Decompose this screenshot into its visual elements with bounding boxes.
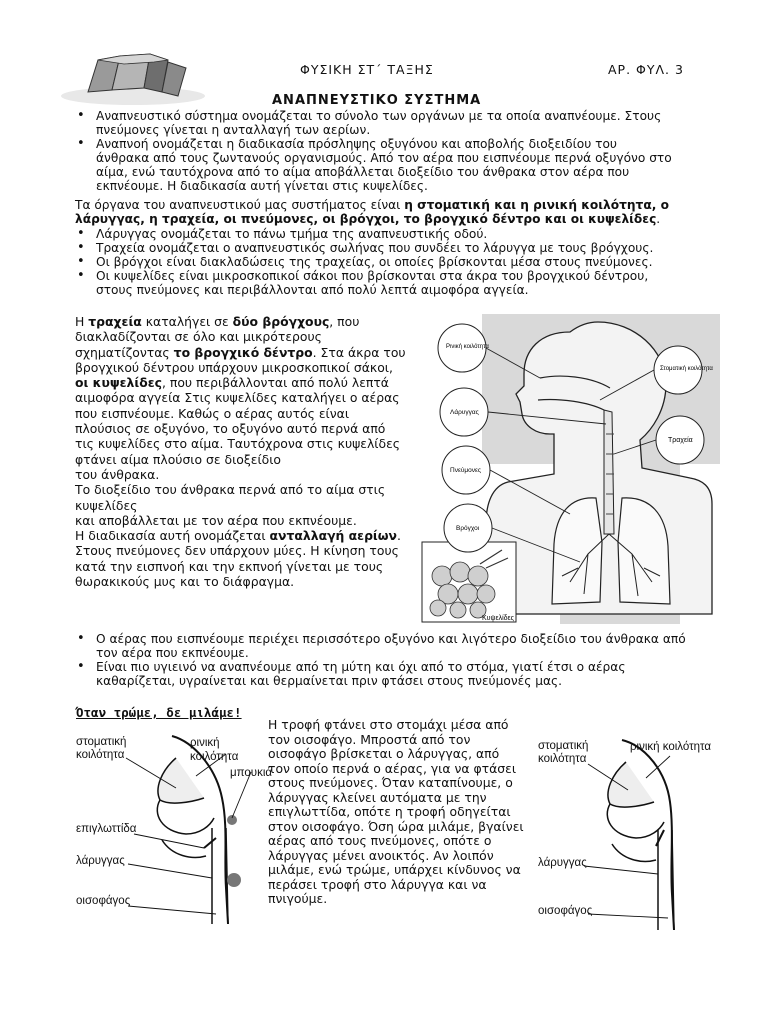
eating-text: Η τροφή φτάνει στο στομάχι μέσα από τον οισοφάγο. Μπροστά από τον οισοφάγο βρίσκεται ο λάρυγγας, από τον οποίο περνά ο αέρας, για να φτάσει στους πνεύμονες. Όταν καταπίνουμε, ο λάρυγγας κλείνει αυτόματα με την επιγλωττίδα, οπότε η τροφή οδηγείται στον οισοφάγο. Όση ώρα μιλάμε, βγαίνει αέρας από τους πνεύμονες, οπότε ο λάρυγγας μένει ανοικτός. Αν λοιπόν μιλάμε, ενώ τρώμε, υπάρχει κίνδυνος να περάσει τροφή στο λάρυγγα και να πνιγούμε.: [268, 717, 524, 906]
list-item: • Αναπνευστικό σύστημα ονομάζεται το σύνολο των οργάνων με τα οποία αναπνέουμε. Στους πνεύμονες γίνεται η ανταλλαγή των αερίων.: [74, 109, 674, 137]
esophagus-label: οισοφάγος: [76, 895, 131, 907]
esophagus-label: οισοφάγος: [538, 905, 593, 917]
list-item: • Οι βρόγχοι είναι διακλαδώσεις της τραχείας, οι οποίες βρίσκονται μέσα στους πνεύμονες.: [74, 255, 674, 269]
subject-header: ΦΥΣΙΚΗ ΣΤ΄ ΤΑΞΗΣ: [300, 62, 434, 77]
organs-paragraph: Τα όργανα του αναπνευστικού μας συστήματος είναι η στοματική και η ρινική κοιλότητα, ο λάρυγγας, η τραχεία, οι πνεύμονες, οι βρόγχοι, το βρογχικό δέντρο και οι κυψελίδες.: [75, 198, 669, 226]
larynx-label: λάρυγγας: [538, 857, 587, 869]
epiglottis-label: επιγλωττίδα: [76, 823, 137, 835]
nasal-cavity-label: ρινική κοιλότητα: [190, 737, 239, 763]
eating-heading: Όταν τρώμε, δε μιλάμε!: [76, 705, 242, 720]
nasal-cavity-label: ρινική κοιλότητα: [630, 741, 712, 753]
oral-cavity-label: στοματική κοιλότητα: [76, 736, 127, 761]
sheet-number: ΑΡ. ΦΥΛ. 3: [608, 62, 684, 77]
swallowing-figure: [76, 728, 273, 924]
list-item: • Λάρυγγας ονομάζεται το πάνω τμήμα της αναπνευστικής οδού.: [74, 227, 674, 241]
oral-cavity-label: στοματική κοιλότητα: [538, 740, 589, 765]
intro-list: [74, 109, 674, 193]
larynx-label: Λάρυγγας: [450, 409, 479, 416]
alveoli-label: Κυψελίδες: [482, 615, 515, 622]
gas-exchange-text: Η τραχεία καταλήγει σε δύο βρόγχους, που διακλαδίζονται σε όλο και μικρότερους σχηματίζοντας το βρογχικό δέντρο. Στα άκρα του βρογχικού δέντρου υπάρχουν μικροσκοπικοί σάκοι, οι κυψελίδες, που περιβάλλονται από πολύ λεπτά αιμοφόρα αγγεία Στις κυψελίδες καταλήγει ο αέρας που εισπνέουμε. Καθώς ο αέρας αυτός είναι πλούσιος σε οξυγόνο, το οξυγόνο αυτό περνά από τις κυψελίδες στο αίμα. Ταυτόχρονα στις κυψελίδες φτάνει αίμα πλούσιο σε διοξείδιο του άνθρακα. Το διοξείδιο του άνθρακα περνά από το αίμα στις κυψελίδες και αποβάλλεται με τον αέρα που εκπνέουμε. Η διαδικασία αυτή ονομάζεται ανταλλαγή αερίων. Στους πνεύμονες δεν υπάρχουν μύες. Η κίνηση τους κατά την εισπνοή και την εκπνοή γίνεται με τους θωρακικούς μυς και το διάφραγμα.: [75, 314, 406, 590]
page-title: ΑΝΑΠΝΕΥΣΤΙΚΟ ΣΥΣΤΗΜΑ: [272, 93, 482, 108]
bronchi-label: Βρόγχοι: [456, 525, 480, 532]
larynx-label: λάρυγγας: [76, 855, 125, 867]
bolus-label: μπουκιά: [230, 767, 273, 779]
respiratory-diagram: [420, 314, 720, 624]
list-item: • Τραχεία ονομάζεται ο αναπνευστικός σωλήνας που συνδέει το λάρυγγα με τους βρόγχους.: [74, 241, 674, 255]
breathing-figure: [538, 734, 716, 930]
organs-list: [74, 227, 674, 297]
list-item: • Αναπνοή ονομάζεται η διαδικασία πρόσληψης οξυγόνου και αποβολής διοξειδίου του άνθρακα από τους ζωντανούς οργανισμούς. Από τον αέρα που εισπνέουμε περνά οξυγόνο στο αίμα, ενώ ταυτόχρονα από το αίμα αποβάλλεται διοξείδιο του άνθρακα στον αέρα που εκπνέουμε. Η διαδικασία αυτή γίνεται στις κυψελίδες.: [74, 137, 674, 193]
list-item: • Οι κυψελίδες είναι μικροσκοπικοί σάκοι που βρίσκονται στα άκρα του βρογχικού δέντρου, στους πνεύμονες και περιβάλλονται από πολύ λεπτά αιμοφόρα αγγεία.: [74, 269, 674, 297]
trachea-label: Τραχεία: [668, 437, 693, 444]
lungs-label: Πνεύμονες: [450, 467, 482, 474]
air-facts-list: [74, 632, 686, 688]
list-item: • Ο αέρας που εισπνέουμε περιέχει περισσότερο οξυγόνο και λιγότερο διοξείδιο του άνθρακα από τον αέρα που εκπνέουμε.: [74, 632, 686, 660]
oral-cavity-label: Στοματική κοιλότητα: [660, 366, 713, 372]
list-item: • Είναι πιο υγιεινό να αναπνέουμε από τη μύτη και όχι από το στόμα, γιατί έτσι ο αέρας καθαρίζεται, υγραίνεται και θερμαίνεται πριν φτάσει στους πνεύμονές μας.: [74, 660, 686, 688]
books-logo: [58, 48, 208, 106]
nasal-cavity-label: Ρινική κοιλότητα: [446, 344, 489, 350]
